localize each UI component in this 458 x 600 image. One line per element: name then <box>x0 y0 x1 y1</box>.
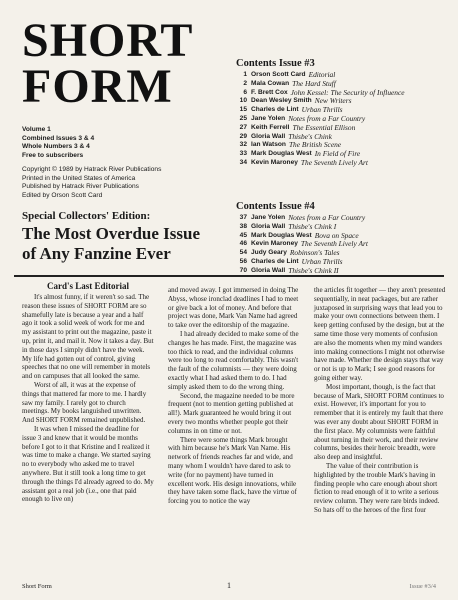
entry-title: The Essential Ellison <box>292 122 356 132</box>
entry-page-number: 27 <box>239 123 247 131</box>
entry-title: Thisbe's Chink <box>288 131 332 141</box>
entry-author: Gloria Wall <box>251 266 286 274</box>
entry-author: Dean Wesley Smith <box>251 97 312 105</box>
entry-page-number: 6 <box>243 88 247 96</box>
entry-title: The British Scene <box>288 140 342 150</box>
entry-title: Urban Thrills <box>301 256 343 266</box>
volume-line: Volume 1 <box>22 126 51 133</box>
entry-author: F. Brett Cox <box>251 88 288 96</box>
masthead-title <box>22 14 222 113</box>
contents-4-list <box>236 214 456 276</box>
entry-page-number: 25 <box>239 114 247 122</box>
entry-author: Mark Douglas West <box>251 150 312 158</box>
entry-author: Ian Watson <box>251 141 286 149</box>
contents-entry <box>236 214 456 223</box>
entry-title: Thisbe's Chink I <box>288 221 337 231</box>
contents-entry <box>236 97 456 106</box>
whole-numbers-line: Whole Numbers 3 & 4 <box>22 143 90 151</box>
editorial-paragraph: the articles fit together — they aren't presented sequentially, in neat packages, but are rather juxtaposed in surprising ways that lead you to make your own connections between them. I keep getting confused by the design, but at the same time those very moments of confusion are also the moments when my mind wanders into making connections I might not otherwise have made. Whether the design stays that way or not is up to Mark; I see good reasons for going either way. <box>314 286 446 382</box>
entry-author: Orson Scott Card <box>251 71 306 78</box>
entry-page-number: 38 <box>239 222 247 230</box>
contents-entry <box>236 258 456 267</box>
footer-issue: Issue #3/4 <box>409 583 436 590</box>
editorial-paragraph: Worst of all, it was at the expense of things that mattered far more to me. I hardly saw my family. I rarely got to church meetings. My books languished unwritten. And SHORT FORM remained unpublished. <box>22 380 147 425</box>
editorial-column-3 <box>314 286 446 515</box>
entry-title: Urban Thrills <box>301 105 343 115</box>
entry-author: Mark Douglas West <box>251 231 312 239</box>
contents-entry <box>236 159 456 168</box>
entry-page-number: 1 <box>243 71 247 78</box>
editorial-paragraph: It's almost funny, if it weren't so sad. The reason these issues of SHORT FORM are so shamefully late is because a year and a half ago it took a solid week of work for me and my assistant to print out the magazine, paste it up, print it, and mail it. Now it takes a day. But in those days I simply didn't have the week. My life had gotten out of control, giving speeches that no one will remember in motels and on campuses that all looked the same. <box>22 293 154 381</box>
entry-title: John Kessel: The Security of Influence <box>290 87 405 97</box>
contents-entry <box>236 249 456 258</box>
page-number: 1 <box>227 581 231 590</box>
entry-page-number: 29 <box>239 132 247 140</box>
entry-page-number: 32 <box>239 141 247 149</box>
editorial-paragraph: It was when I missed the deadline for issue 3 and knew that it would be months before I got to it that Kristine and I realized it was time to make a change. We started saying no to everybody who asked me to travel anywhere. But it still took a long time to get through the things I'd already agreed to do. My assistant got a real job (i.e., one that paid enough to live on) <box>22 424 154 504</box>
entry-page-number: 56 <box>239 257 247 265</box>
copyright-line: Copyright © 1989 by Hatrack River Publications <box>22 166 162 173</box>
editorial-title: Card's Last Editorial <box>46 281 129 291</box>
special-headline-1: The Most Overdue Issue <box>22 224 201 243</box>
entry-title: Editorial <box>308 70 336 79</box>
copyright-block <box>22 166 212 200</box>
entry-author: Charles de Lint <box>251 106 299 114</box>
contents-3-heading: Contents Issue #3 <box>236 58 315 69</box>
entry-title: Bova on Space <box>314 230 359 240</box>
special-edition-block <box>22 210 212 263</box>
special-subtitle: Special Collectors' Edition: <box>22 210 151 222</box>
editorial-column-2 <box>168 286 300 506</box>
free-line: Free to subscribers <box>22 151 84 159</box>
entry-page-number: 15 <box>239 106 247 114</box>
entry-author: Jane Yolen <box>251 214 286 221</box>
entry-author: Gloria Wall <box>251 132 286 140</box>
masthead-line-2: FORM <box>22 60 173 113</box>
entry-page-number: 33 <box>239 150 247 158</box>
entry-author: Keith Ferrell <box>251 123 290 131</box>
editorial-paragraph: There were some things Mark brought with him because he's Mark Van Name. His network of friends reaches far and wide, and many whom I wouldn't have dared to ask to write (for no payment) have turned in excellent work. His design innovations, while they have taken some flack, have the virtue of forcing you to notice the way <box>168 435 297 506</box>
special-headline-2: of Any Fanzine Ever <box>22 244 171 263</box>
entry-title: The Seventh Lively Art <box>300 239 368 249</box>
contents-issue-3 <box>236 58 456 168</box>
entry-author: Kevin Maroney <box>251 158 298 166</box>
entry-author: Gloria Wall <box>251 222 286 230</box>
contents-entry <box>236 71 456 80</box>
combined-issues-line: Combined Issues 3 & 4 <box>22 134 95 142</box>
contents-issue-4 <box>236 201 456 276</box>
entry-author: Jane Yolen <box>251 114 286 122</box>
editorial-paragraph: The value of their contribution is highlighted by the trouble Mark's having in finding people who care enough about short fiction to read enough of it to write a serious review column. They were rare birds indeed. So hats off to the heroes of the first four <box>314 461 440 514</box>
contents-3-list <box>236 71 456 168</box>
entry-page-number: 45 <box>239 231 247 239</box>
editorial-paragraph: I had already decided to make some of the changes he has made. First, the magazine was too thick to read, and the individual columns were too long to read comfortably. This wasn't the fault of the columnists — they were doing exactly what I had asked them to do. I had simply asked them to do the wrong thing. <box>168 329 299 391</box>
entry-author: Kevin Maroney <box>251 240 298 248</box>
page-footer <box>22 583 436 593</box>
editorial-paragraph: Most important, though, is the fact that because of Mark, SHORT FORM continues to exist. However, it's important for you to remember that it is entirely my fault that there was ever any doubt about SHORT FORM in the first place. My columnists were faithful about turning in their work, and their review columns, besides their heroic breadth, were also deep and insightful. <box>314 382 444 462</box>
entry-title: Robinson's Tales <box>289 248 340 258</box>
entry-title: Notes from a Far Country <box>288 213 366 222</box>
contents-4-heading: Contents Issue #4 <box>236 201 315 212</box>
contents-entry <box>236 240 456 249</box>
entry-title: Notes from a Far Country <box>288 113 366 123</box>
entry-title: The Hard Stuff <box>292 78 336 88</box>
entry-title: In Field of Fire <box>314 149 361 159</box>
masthead-line-1: SHORT <box>22 14 194 67</box>
editorial-column-1 <box>22 293 154 504</box>
footer-publication: Short Form <box>22 583 52 590</box>
entry-title: The Seventh Lively Art <box>300 157 368 167</box>
edited-line: Edited by Orson Scott Card <box>22 191 103 199</box>
published-line: Published by Hatrack River Publications <box>22 183 139 191</box>
entry-author: Mala Cowan <box>251 79 290 87</box>
editorial-paragraph: Second, the magazine needed to be more frequent (not to mention getting published at all!). Mark guaranteed he would bring it out every two months whether people got their columns in on time or not. <box>168 391 295 435</box>
entry-title: Thisbe's Chink II <box>288 265 339 275</box>
printed-line: Printed in the United States of America <box>22 174 136 182</box>
entry-author: Judy Geary <box>251 249 287 257</box>
volume-info <box>22 126 202 160</box>
editorial-paragraph: and moved away. I got immersed in doing The Abyss, whose ironclad deadlines I had to meet or give back a lot of money. And before that project was done, Mark Van Name had agreed to take over the editorship of the magazine. <box>168 286 299 330</box>
entry-page-number: 70 <box>239 266 247 274</box>
entry-page-number: 54 <box>239 249 247 257</box>
entry-author: Charles de Lint <box>251 257 299 265</box>
contents-entry <box>236 133 456 142</box>
entry-page-number: 34 <box>239 158 247 166</box>
contents-entry <box>236 124 456 133</box>
entry-page-number: 37 <box>239 214 247 221</box>
entry-page-number: 2 <box>243 79 247 87</box>
entry-title: New Writers <box>314 96 352 106</box>
section-divider <box>14 275 444 277</box>
entry-page-number: 46 <box>239 240 247 248</box>
entry-page-number: 10 <box>239 97 247 105</box>
